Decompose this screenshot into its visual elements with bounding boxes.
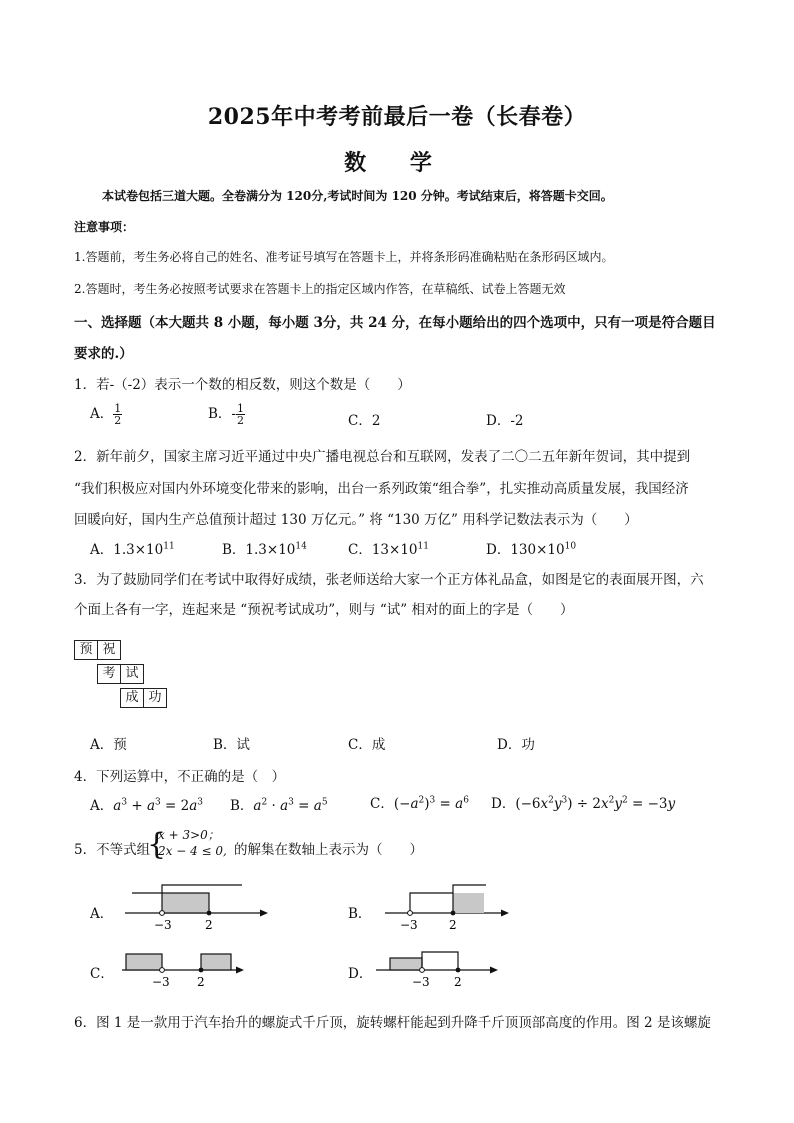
q4-stem: 4．下列运算中，不正确的是（ ） <box>74 769 286 785</box>
net-cell-kao: 考 <box>97 664 121 684</box>
q2-option-c: C．$13\times 10^{11}$ <box>348 541 429 558</box>
number-line-a <box>120 880 270 932</box>
q5-option-d-label: D． <box>348 966 373 982</box>
exam-intro: 本试卷包括三道大题。全卷满分为 120分,考试时间为 120 分钟。考试结束后，将答题卡交回。 <box>102 189 613 203</box>
tick-label-2: 2 <box>197 975 205 989</box>
section1-heading-line1: 一、选择题（本大题共 8 小题，每小题 3分，共 24 分，在每小题给出的四个选项中，只有一项是符合题目 <box>74 315 716 331</box>
q5-option-b-label: B． <box>348 906 372 922</box>
q1-option-a: A． $\frac{1}{2}$ <box>90 402 122 427</box>
q1-option-d: D．-2 <box>486 413 524 429</box>
notice-item-2: 2.答题时，考生务必按照考试要求在答题卡上的指定区域内作答，在草稿纸、试卷上答题无效 <box>74 282 566 296</box>
q3-line1: 3．为了鼓励同学们在考试中取得好成绩，张老师送给大家一个正方体礼品盒，如图是它的表面展开图，六 <box>74 572 704 588</box>
section1-heading-line2: 要求的.） <box>74 346 133 362</box>
net-cell-shi: 试 <box>120 664 144 684</box>
q5-stem-pre: 5．不等式组 <box>74 842 151 858</box>
q2-line2: “我们积极应对国内外环境变化带来的影响，出台一系列政策“组合拳”，扎实推动高质量发展，我国经济 <box>74 481 689 497</box>
q5-stem-post: 的解集在数轴上表示为（ ） <box>234 842 423 858</box>
net-cell-zhu: 祝 <box>97 640 121 660</box>
net-cell-cheng: 成 <box>120 688 144 708</box>
subject-title: 数 学 <box>344 150 450 176</box>
tick-label-neg3: −3 <box>400 918 418 932</box>
q3-option-d: D．功 <box>497 737 535 753</box>
fraction: $\frac{1}{2}$ <box>114 402 122 427</box>
q4-option-b: B．$a^2 \cdot a^3 = a^5$ <box>230 797 328 814</box>
q2-option-d: D．$130\times 10^{10}$ <box>486 541 577 558</box>
number-line-c <box>120 944 250 990</box>
q3-option-a: A．预 <box>90 737 127 753</box>
net-cell-gong: 功 <box>143 688 167 708</box>
tick-label-2: 2 <box>449 918 457 932</box>
q5-inequality-2: 2x − 4 ≤ 0, <box>158 844 227 858</box>
q4-option-a: A．$a^3 + a^3 = 2a^3$ <box>90 797 204 814</box>
notice-item-1: 1.答题前，考生务必将自己的姓名、准考证号填写在答题卡上，并将条形码准确粘贴在条形码区域内。 <box>74 250 614 264</box>
q3-option-b: B．试 <box>213 737 250 753</box>
number-line-b <box>380 880 515 932</box>
q5-inequality-1: x + 3>0； <box>158 828 220 842</box>
page-title: 2025年中考考前最后一卷（长春卷） <box>207 104 587 130</box>
q4-option-c: C．$(-a^2)^3 = a^6$ <box>370 795 469 812</box>
q3-line2: 个面上各有一字，连起来是 “预祝考试成功”，则与 “试” 相对的面上的字是（ ） <box>74 602 574 618</box>
q2-line1: 2．新年前夕，国家主席习近平通过中央广播电视总台和互联网，发表了二〇二五年新年贺词，其中提到 <box>74 449 691 465</box>
q2-option-a: A．$1.3\times 10^{11}$ <box>90 541 175 558</box>
q6-line1: 6．图 1 是一款用于汽车抬升的螺旋式千斤顶，旋转螺杆能起到升降千斤顶顶部高度的作用。图 2 是该螺旋 <box>74 1015 711 1031</box>
q2-line3: 回暖向好，国内生产总值预计超过 130 万亿元。” 将 “130 万亿” 用科学记数法表示为（ ） <box>74 512 638 528</box>
tick-label-2: 2 <box>454 975 462 989</box>
q2-option-b: B．$1.3\times 10^{14}$ <box>222 541 307 558</box>
system-brace: { <box>147 827 167 862</box>
number-line-d <box>374 944 504 990</box>
notice-heading: 注意事项： <box>74 220 135 234</box>
tick-label-neg3: −3 <box>152 975 170 989</box>
q1-option-b: B．- $\frac{1}{2}$ <box>208 402 244 427</box>
q5-option-a-label: A． <box>90 906 114 922</box>
q5-option-c-label: C． <box>90 966 114 982</box>
net-cell-yu: 预 <box>74 640 98 660</box>
tick-label-2: 2 <box>205 918 213 932</box>
q1-stem: 1．若-（-2）表示一个数的相反数，则这个数是（ ） <box>74 377 411 393</box>
q3-option-c: C．成 <box>348 737 386 753</box>
fraction: $\frac{1}{2}$ <box>236 402 244 427</box>
tick-label-neg3: −3 <box>154 918 172 932</box>
q4-option-d: D．$(-6x^2y^3) \div 2x^2y^2 = -3y$ <box>491 795 676 812</box>
q1-option-c: C．2 <box>348 413 381 429</box>
tick-label-neg3: −3 <box>412 975 430 989</box>
